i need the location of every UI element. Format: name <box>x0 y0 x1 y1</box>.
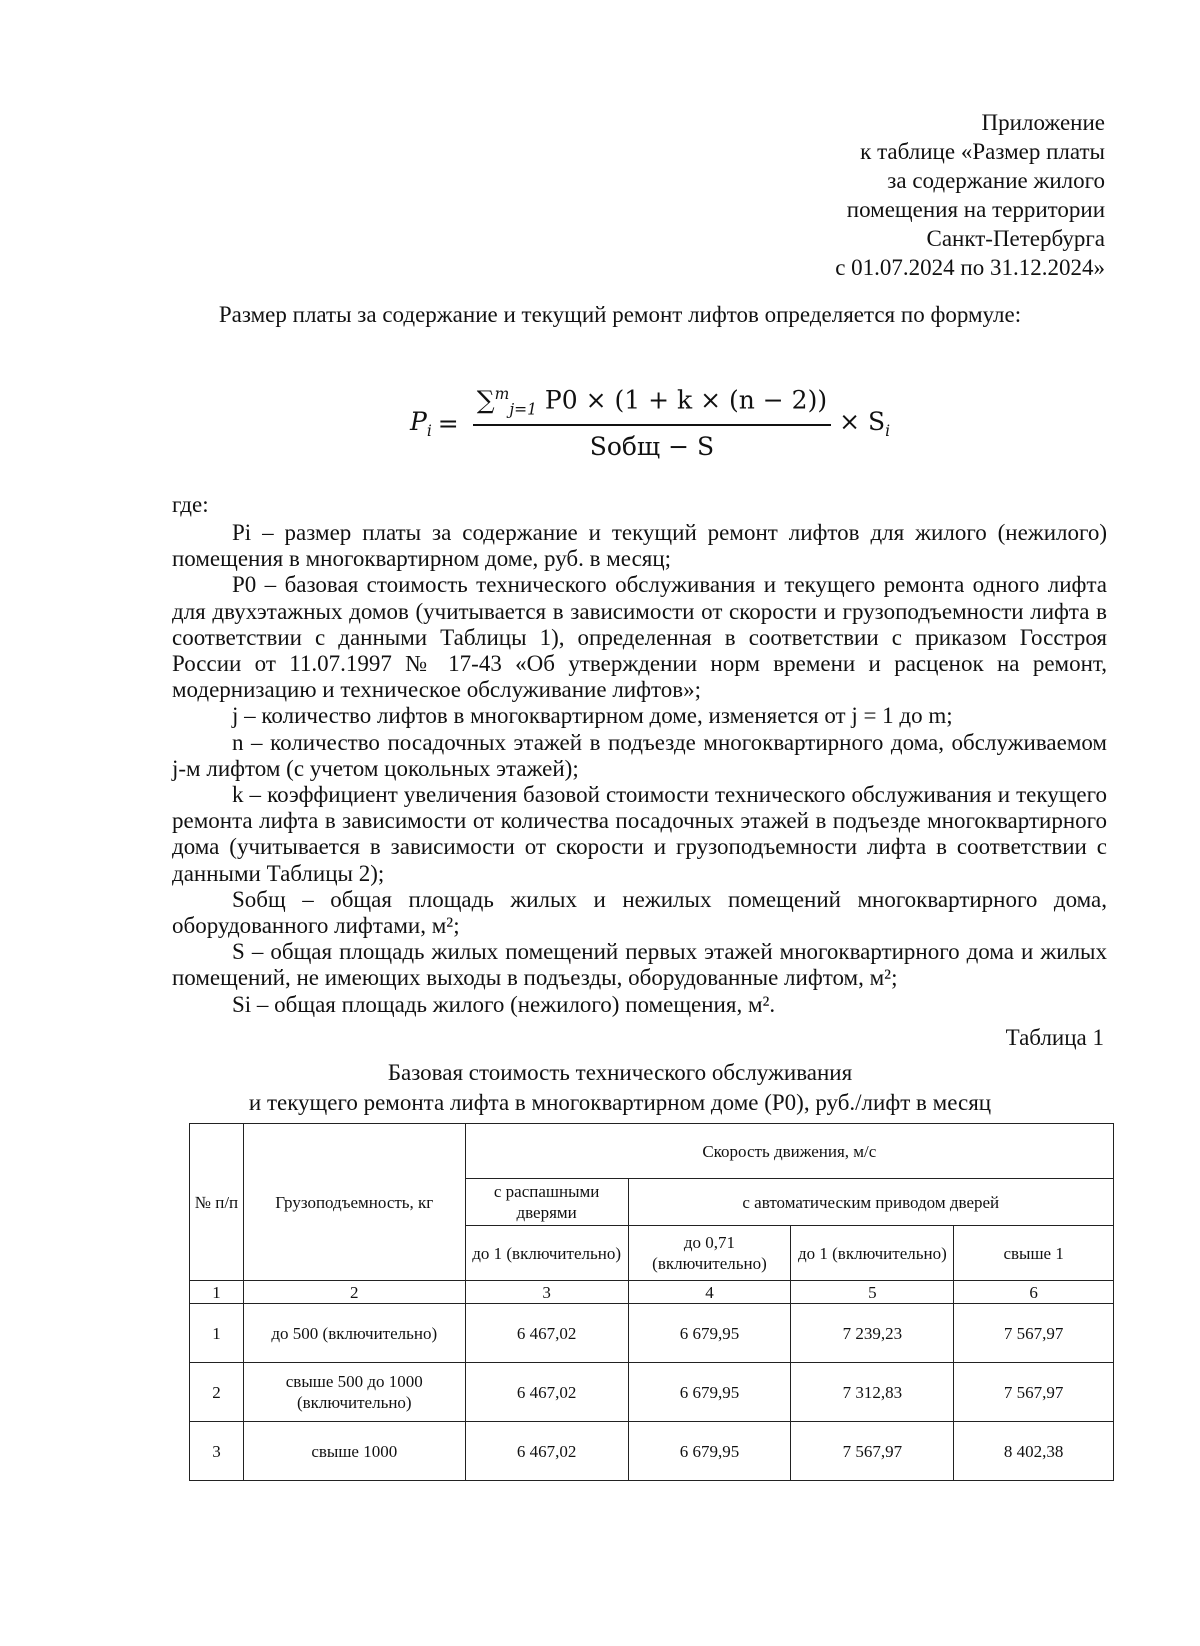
definition-item: n – количество посадочных этажей в подъезде многоквартирного дома, обслуживаемом j-м лифтом (с учетом цокольных этажей); <box>172 729 1107 781</box>
table-cell: 3 <box>190 1422 244 1481</box>
column-number-row <box>190 1281 1114 1304</box>
column-number: 1 <box>190 1281 244 1304</box>
definitions-list <box>172 520 1107 1018</box>
column-number: 6 <box>954 1281 1114 1304</box>
table-cell: 6 679,95 <box>628 1363 791 1422</box>
table-cell: 6 467,02 <box>465 1363 628 1422</box>
column-number: 2 <box>243 1281 465 1304</box>
table-cell: 2 <box>190 1363 244 1422</box>
formula-denominator: Sобщ − S <box>589 431 715 461</box>
table-cell: 6 679,95 <box>628 1304 791 1363</box>
table-cell: свыше 1000 <box>243 1422 465 1481</box>
table-cell: 7 239,23 <box>791 1304 954 1363</box>
definition-item: Si – общая площадь жилого (нежилого) помещения, м². <box>232 991 776 1017</box>
formula-lhs: $P_i$ <box>410 406 432 440</box>
header-capacity: Грузоподъемность, кг <box>243 1124 465 1281</box>
table-cell: 8 402,38 <box>954 1422 1114 1481</box>
appendix-line: с 01.07.2024 по 31.12.2024» <box>835 255 1105 280</box>
table-row <box>190 1304 1114 1363</box>
appendix-line: за содержание жилого <box>887 168 1105 193</box>
table-cell: свыше 500 до 1000 (включительно) <box>243 1363 465 1422</box>
intro-text: Размер платы за содержание и текущий ремонт лифтов определяется по формуле: <box>218 302 1022 327</box>
definition-item: Sобщ – общая площадь жилых и нежилых помещений многоквартирного дома, оборудованного лифтами, м²; <box>172 886 1107 939</box>
formula-tail: × $S_i$ <box>839 406 891 440</box>
table-cell: 7 567,97 <box>791 1422 954 1481</box>
definition-item: S – общая площадь жилых помещений первых этажей многоквартирного дома и жилых помещений, не имеющих выходы в подъезды, оборудованные лифтом, м²; <box>172 939 1107 991</box>
header-sub: до 1 (включительно) <box>791 1226 954 1281</box>
header-speed: Скорость движения, м/с <box>465 1124 1113 1179</box>
table-row <box>190 1363 1114 1422</box>
column-number: 4 <box>628 1281 791 1304</box>
table-cell: до 500 (включительно) <box>243 1304 465 1363</box>
definition-item: j – количество лифтов в многоквартирном доме, изменяется от j = 1 до m; <box>232 703 953 729</box>
table-cell: 7 312,83 <box>791 1363 954 1422</box>
appendix-line: помещения на территории <box>846 197 1105 222</box>
appendix-header <box>835 108 1105 282</box>
table-cell: 7 567,97 <box>954 1363 1114 1422</box>
table-header-row <box>190 1124 1114 1179</box>
where-label: где: <box>172 492 209 517</box>
table-number: Таблица 1 <box>1005 1025 1104 1050</box>
table-cell: 6 467,02 <box>465 1422 628 1481</box>
header-sub: до 0,71 (включительно) <box>628 1226 791 1281</box>
formula <box>410 378 890 468</box>
table-row <box>190 1422 1114 1481</box>
formula-numerator: ∑$^m_{j=1}$ P0 × (1 + k × (n − 2)) <box>473 385 831 425</box>
header-swing-doors: с распашными дверями <box>465 1179 628 1226</box>
rates-table <box>189 1123 1114 1481</box>
appendix-line: Санкт-Петербурга <box>926 226 1105 251</box>
header-num: № п/п <box>190 1124 244 1281</box>
table-cell: 7 567,97 <box>954 1304 1114 1363</box>
table-title-line: и текущего ремонта лифта в многоквартирном доме (P0), руб./лифт в месяц <box>248 1090 992 1115</box>
definition-item: Pi – размер платы за содержание и текущий ремонт лифтов для жилого (нежилого) помещения в многоквартирном доме, руб. в месяц; <box>172 520 1107 572</box>
table-cell: 1 <box>190 1304 244 1363</box>
definition-item: P0 – базовая стоимость технического обслуживания и текущего ремонта одного лифта для двухэтажных домов (учитывается в зависимости от скорости и грузоподъемности лифта в соответствии с данными Таблицы 1), определенная в соответствии с приказом Госстроя России от 11.07.1997 № 17-43 «Об утверждении норм времени и расценок на ремонт, модернизацию и техническое обслуживание лифтов»; <box>172 572 1107 703</box>
formula-fraction <box>473 385 831 460</box>
header-sub: свыше 1 <box>954 1226 1114 1281</box>
header-auto-doors: с автоматическим приводом дверей <box>628 1179 1113 1226</box>
column-number: 5 <box>791 1281 954 1304</box>
column-number: 3 <box>465 1281 628 1304</box>
table-cell: 6 467,02 <box>465 1304 628 1363</box>
table-title-line: Базовая стоимость технического обслуживания <box>387 1060 853 1085</box>
formula-equals: = <box>437 408 459 438</box>
appendix-line: Приложение <box>981 110 1105 135</box>
definition-item: k – коэффициент увеличения базовой стоимости технического обслуживания и текущего ремонта лифта в зависимости от количества посадочных этажей в подъезде многоквартирного дома (учитывается в зависимости от скорости и грузоподъемности лифта в соответствии с данными Таблицы 2); <box>172 782 1107 886</box>
header-sub: до 1 (включительно) <box>465 1226 628 1281</box>
table-title <box>0 1058 1200 1118</box>
table-cell: 6 679,95 <box>628 1422 791 1481</box>
appendix-line: к таблице «Размер платы <box>860 139 1105 164</box>
